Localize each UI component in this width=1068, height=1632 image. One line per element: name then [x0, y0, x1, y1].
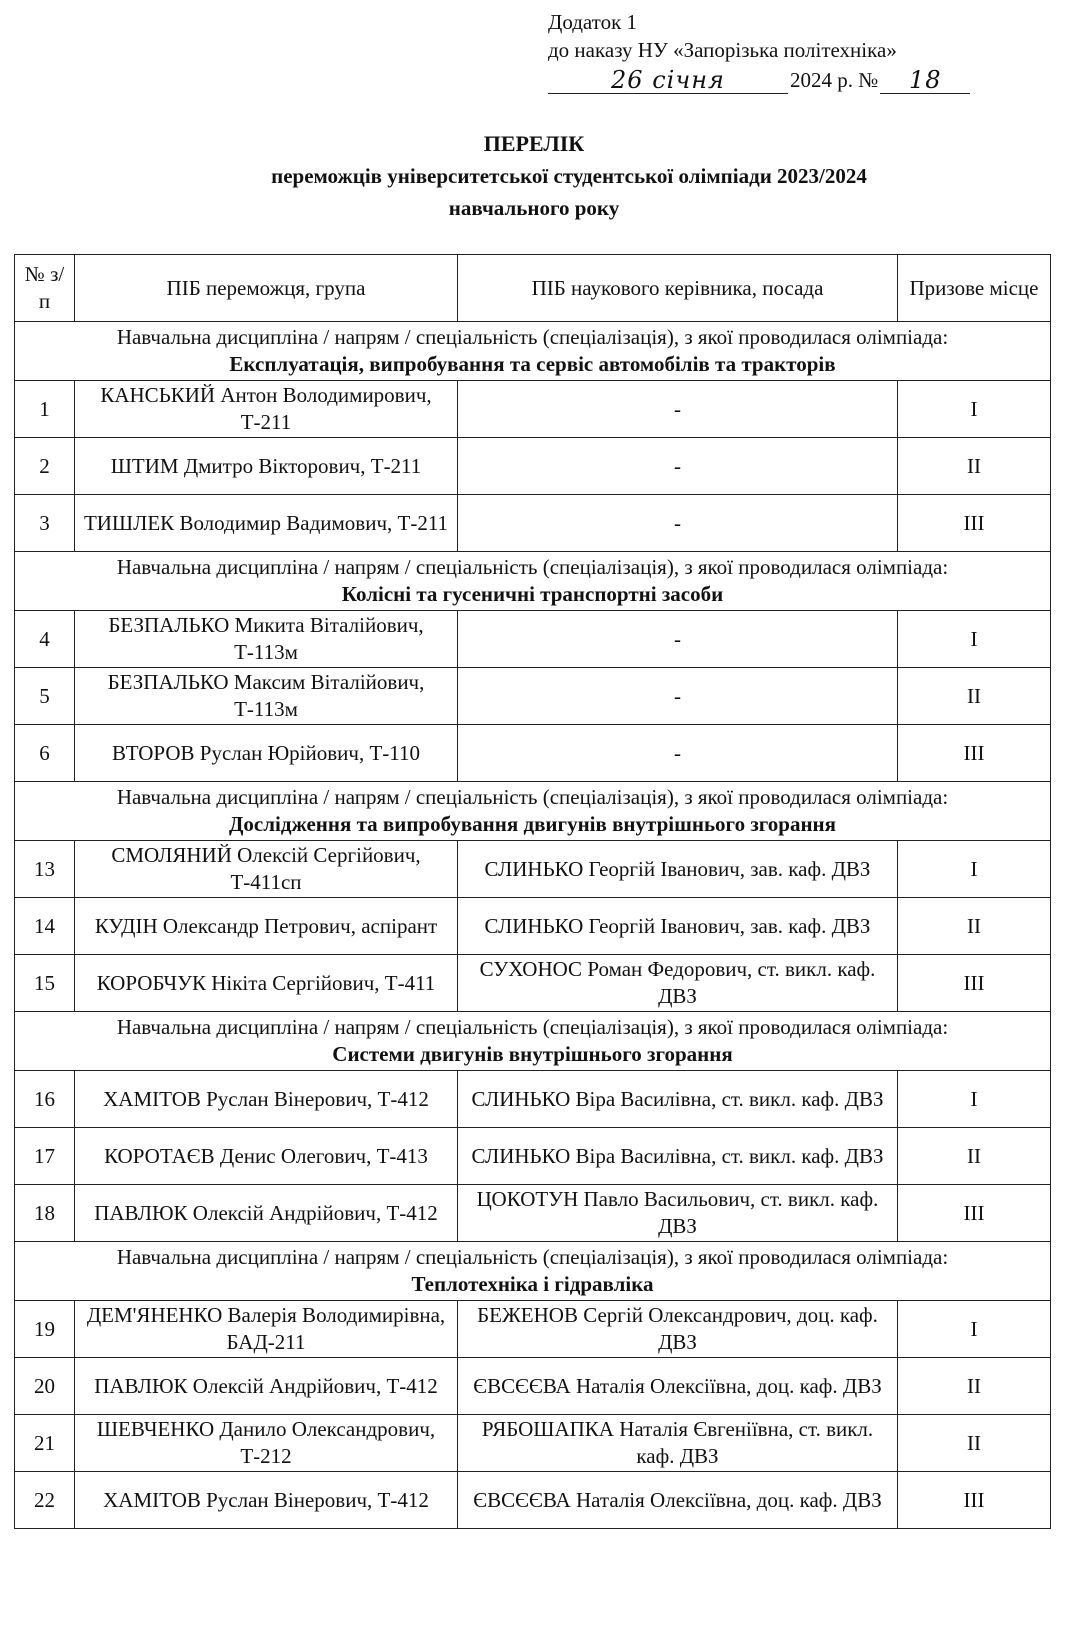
cell-place: III [898, 495, 1051, 552]
cell-place: II [898, 1415, 1051, 1472]
table-row [15, 725, 1051, 782]
cell-supervisor: - [458, 381, 898, 438]
cell-number: 6 [15, 725, 75, 782]
table-header-row [15, 255, 1051, 322]
section-header-cell [15, 322, 1051, 381]
cell-winner: ХАМІТОВ Руслан Вінерович, Т-412 [75, 1472, 458, 1529]
cell-supervisor: ЄВСЄЄВА Наталія Олексіївна, доц. каф. ДВЗ [458, 1472, 898, 1529]
cell-supervisor: БЕЖЕНОВ Сергій Олександрович, доц. каф. ДВЗ [458, 1301, 898, 1358]
table-row [15, 381, 1051, 438]
cell-place: II [898, 438, 1051, 495]
order-year-text: 2024 р. № [790, 68, 879, 92]
cell-place: I [898, 1301, 1051, 1358]
cell-supervisor: - [458, 495, 898, 552]
cell-supervisor: СЛИНЬКО Віра Василівна, ст. викл. каф. ДВЗ [458, 1128, 898, 1185]
handwritten-date: 26 січня [548, 67, 788, 94]
cell-supervisor: - [458, 668, 898, 725]
cell-winner: БЕЗПАЛЬКО Микита Віталійович, Т-113м [75, 611, 458, 668]
cell-winner: СМОЛЯНИЙ Олексій Сергійович, Т-411сп [75, 841, 458, 898]
title-heading: ПЕРЕЛІК [483, 131, 585, 156]
document-header [548, 8, 970, 94]
cell-place: III [898, 1185, 1051, 1242]
section-label: Навчальна дисципліна / напрям / спеціальність (спеціалізація), з якої проводилася олімпіада: [116, 785, 949, 809]
table-row [15, 1472, 1051, 1529]
section-label: Навчальна дисципліна / напрям / спеціальність (спеціалізація), з якої проводилася олімпіада: [116, 555, 949, 579]
section-label: Навчальна дисципліна / напрям / спеціальність (спеціалізація), з якої проводилася олімпіада: [116, 325, 949, 349]
table-row [15, 611, 1051, 668]
cell-place: I [898, 611, 1051, 668]
cell-number: 19 [15, 1301, 75, 1358]
cell-supervisor: - [458, 611, 898, 668]
cell-place: I [898, 841, 1051, 898]
section-header-row [15, 1012, 1051, 1071]
table-row [15, 668, 1051, 725]
cell-winner: ВТОРОВ Руслан Юрійович, Т-110 [75, 725, 458, 782]
cell-winner: ДЕМ'ЯНЕНКО Валерія Володимирівна, БАД-211 [75, 1301, 458, 1358]
cell-place: III [898, 1472, 1051, 1529]
cell-number: 1 [15, 381, 75, 438]
cell-winner: ХАМІТОВ Руслан Вінерович, Т-412 [75, 1071, 458, 1128]
table-row [15, 438, 1051, 495]
section-header-row [15, 782, 1051, 841]
cell-winner: КОРОБЧУК Нікіта Сергійович, Т-411 [75, 955, 458, 1012]
cell-place: I [898, 1071, 1051, 1128]
cell-supervisor: СЛИНЬКО Віра Василівна, ст. викл. каф. ДВЗ [458, 1071, 898, 1128]
cell-number: 21 [15, 1415, 75, 1472]
table-row [15, 841, 1051, 898]
section-discipline-name: Системи двигунів внутрішнього згорання [332, 1042, 733, 1066]
winners-table [14, 254, 1051, 1529]
table-row [15, 1301, 1051, 1358]
cell-number: 16 [15, 1071, 75, 1128]
cell-number: 15 [15, 955, 75, 1012]
cell-place: II [898, 668, 1051, 725]
section-header-cell [15, 1242, 1051, 1301]
cell-place: II [898, 898, 1051, 955]
cell-place: III [898, 725, 1051, 782]
cell-winner: ТИШЛЕК Володимир Вадимович, Т-211 [75, 495, 458, 552]
cell-winner: ПАВЛЮК Олексій Андрійович, Т-412 [75, 1185, 458, 1242]
table-row [15, 1071, 1051, 1128]
cell-place: I [898, 381, 1051, 438]
table-row [15, 1415, 1051, 1472]
table-row [15, 1185, 1051, 1242]
table-row [15, 898, 1051, 955]
cell-number: 2 [15, 438, 75, 495]
cell-supervisor: СЛИНЬКО Георгій Іванович, зав. каф. ДВЗ [458, 898, 898, 955]
cell-supervisor: ЦОКОТУН Павло Васильович, ст. викл. каф. ДВЗ [458, 1185, 898, 1242]
section-header-row [15, 322, 1051, 381]
table-row [15, 955, 1051, 1012]
cell-number: 20 [15, 1358, 75, 1415]
section-header-cell [15, 552, 1051, 611]
cell-number: 17 [15, 1128, 75, 1185]
cell-number: 3 [15, 495, 75, 552]
section-discipline-name: Експлуатація, випробування та сервіс автомобілів та тракторів [229, 352, 836, 376]
cell-winner: БЕЗПАЛЬКО Максим Віталійович, Т-113м [75, 668, 458, 725]
cell-winner: КАНСЬКИЙ Антон Володимирович, Т-211 [75, 381, 458, 438]
cell-number: 4 [15, 611, 75, 668]
order-date-line [548, 66, 970, 94]
cell-winner: ШТИМ Дмитро Вікторович, Т-211 [75, 438, 458, 495]
cell-number: 5 [15, 668, 75, 725]
column-header-winner: ПІБ переможця, група [75, 255, 458, 322]
column-header-place: Призове місце [898, 255, 1051, 322]
cell-number: 13 [15, 841, 75, 898]
appendix-label: Додаток 1 [548, 10, 638, 34]
column-header-number: № з/п [15, 255, 75, 322]
handwritten-order-number: 18 [880, 67, 970, 94]
cell-number: 18 [15, 1185, 75, 1242]
title-subtitle-cont: навчального року [448, 196, 620, 220]
section-header-cell [15, 782, 1051, 841]
section-header-row [15, 552, 1051, 611]
cell-supervisor: СЛИНЬКО Георгій Іванович, зав. каф. ДВЗ [458, 841, 898, 898]
cell-supervisor: ЄВСЄЄВА Наталія Олексіївна, доц. каф. ДВЗ [458, 1358, 898, 1415]
table-row [15, 1128, 1051, 1185]
section-header-cell [15, 1012, 1051, 1071]
section-discipline-name: Колісні та гусеничні транспортні засоби [341, 582, 724, 606]
cell-supervisor: СУХОНОС Роман Федорович, ст. викл. каф. ДВЗ [458, 955, 898, 1012]
cell-number: 22 [15, 1472, 75, 1529]
column-header-supervisor: ПІБ наукового керівника, посада [458, 255, 898, 322]
cell-place: II [898, 1128, 1051, 1185]
cell-number: 14 [15, 898, 75, 955]
cell-supervisor: РЯБОШАПКА Наталія Євгеніївна, ст. викл. каф. ДВЗ [458, 1415, 898, 1472]
table-row [15, 1358, 1051, 1415]
cell-supervisor: - [458, 438, 898, 495]
cell-winner: КОРОТАЄВ Денис Олегович, Т-413 [75, 1128, 458, 1185]
section-header-row [15, 1242, 1051, 1301]
section-discipline-name: Теплотехніка і гідравліка [411, 1272, 654, 1296]
cell-winner: ПАВЛЮК Олексій Андрійович, Т-412 [75, 1358, 458, 1415]
cell-winner: ШЕВЧЕНКО Данило Олександрович, Т-212 [75, 1415, 458, 1472]
section-discipline-name: Дослідження та випробування двигунів внутрішнього згорання [228, 812, 837, 836]
cell-supervisor: - [458, 725, 898, 782]
document-title [0, 128, 1068, 224]
table-row [15, 495, 1051, 552]
cell-place: II [898, 1358, 1051, 1415]
cell-place: III [898, 955, 1051, 1012]
order-reference: до наказу НУ «Запорізька політехніка» [548, 38, 897, 62]
title-subtitle: переможців університетської студентської олімпіади 2023/2024 [271, 164, 867, 188]
section-label: Навчальна дисципліна / напрям / спеціальність (спеціалізація), з якої проводилася олімпіада: [116, 1245, 949, 1269]
section-label: Навчальна дисципліна / напрям / спеціальність (спеціалізація), з якої проводилася олімпіада: [116, 1015, 949, 1039]
cell-winner: КУДІН Олександр Петрович, аспірант [75, 898, 458, 955]
